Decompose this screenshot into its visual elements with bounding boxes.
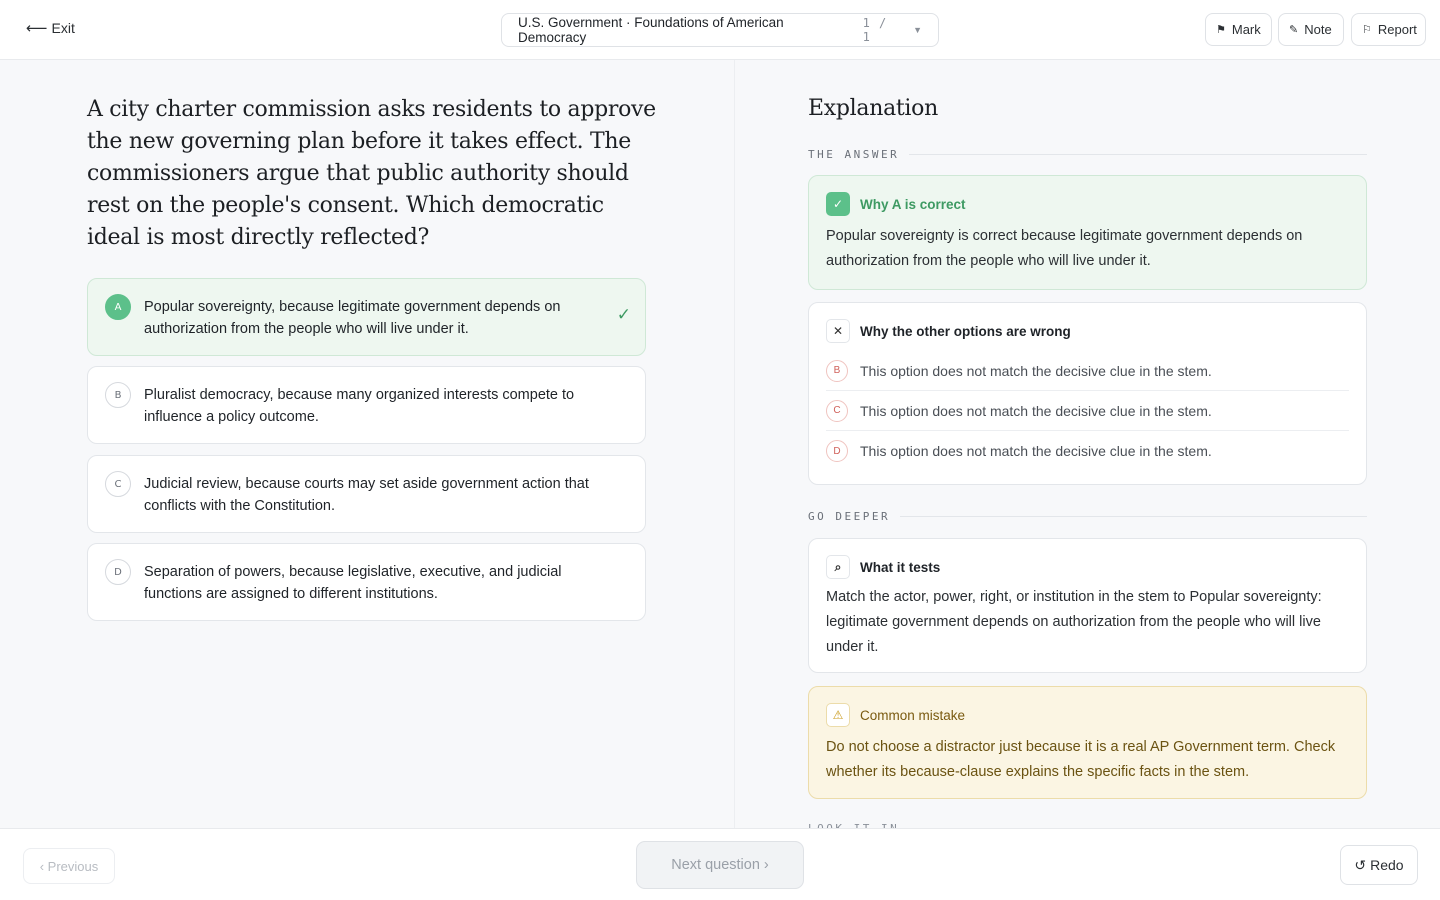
note-label: Note bbox=[1304, 22, 1332, 37]
magnifier-icon: ⌕ bbox=[826, 555, 850, 579]
answer-option-d[interactable] bbox=[87, 543, 646, 621]
card-body: Popular sovereignty is correct because legitimate government depends on authorization from the people who will live under it. bbox=[826, 228, 1303, 269]
redo-icon: ↺ bbox=[1354, 856, 1367, 873]
wrong-options-card bbox=[808, 302, 1367, 485]
mark-label: Mark bbox=[1231, 22, 1261, 37]
section-label-answer bbox=[808, 148, 1367, 161]
option-text: Judicial review, because courts may set aside government action that conflicts with the Constitution. bbox=[144, 476, 589, 514]
answer-option-a[interactable] bbox=[87, 278, 646, 356]
section-label-text: GO DEEPER bbox=[808, 510, 891, 523]
arrow-left-icon: ⟵ bbox=[26, 20, 48, 37]
section-label-text: THE ANSWER bbox=[808, 148, 900, 161]
option-letter: D bbox=[105, 559, 131, 585]
wrong-option-row bbox=[826, 431, 1349, 471]
next-question-button[interactable]: Next question › bbox=[636, 841, 804, 889]
option-letter: A bbox=[105, 294, 131, 320]
wrong-reason: This option does not match the decisive clue in the stem. bbox=[860, 402, 1212, 419]
card-heading bbox=[826, 555, 940, 579]
card-heading bbox=[826, 192, 966, 216]
card-heading bbox=[826, 319, 1071, 343]
option-text: Separation of powers, because legislative, executive, and judicial functions are assigned to different institutions. bbox=[144, 564, 562, 602]
question-set-selector[interactable] bbox=[501, 13, 939, 47]
option-letter: B bbox=[105, 382, 131, 408]
question-panel bbox=[0, 60, 735, 828]
wrong-option-row bbox=[826, 351, 1349, 391]
breadcrumb: U.S. Government · Foundations of American Democracy bbox=[518, 15, 784, 45]
top-bar bbox=[0, 0, 1440, 60]
previous-button[interactable]: ‹ Previous bbox=[23, 848, 115, 884]
option-letter: C bbox=[826, 400, 848, 422]
check-icon: ✓ bbox=[826, 192, 850, 216]
common-mistake-card bbox=[808, 686, 1367, 799]
bottom-bar bbox=[0, 828, 1440, 900]
card-heading-text: Why A is correct bbox=[860, 196, 966, 212]
section-label-deeper bbox=[808, 510, 1367, 523]
card-body: Match the actor, power, right, or institution in the stem to Popular sovereignty: legitimate government depends on authorization from the people who will live under it. bbox=[826, 589, 1322, 655]
divider bbox=[909, 154, 1367, 155]
explanation-panel[interactable] bbox=[736, 60, 1440, 828]
mark-button[interactable] bbox=[1205, 13, 1272, 46]
wrong-reason: This option does not match the decisive clue in the stem. bbox=[860, 443, 1212, 459]
report-button[interactable] bbox=[1351, 13, 1426, 46]
note-button[interactable] bbox=[1278, 13, 1344, 46]
card-heading bbox=[826, 703, 965, 727]
redo-label: Redo bbox=[1370, 857, 1404, 873]
divider bbox=[900, 516, 1367, 517]
option-text: Popular sovereignty, because legitimate government depends on authorization from the people who will live under it. bbox=[144, 299, 561, 337]
warning-icon: ⚠ bbox=[826, 703, 850, 727]
question-counter: 1 / 1 bbox=[862, 16, 888, 44]
pencil-icon: ✎ bbox=[1289, 24, 1299, 36]
what-it-tests-card bbox=[808, 538, 1367, 673]
option-text: Pluralist democracy, because many organized interests compete to influence a policy outcome. bbox=[144, 387, 575, 425]
answer-option-c[interactable] bbox=[87, 455, 646, 533]
wrong-reason: This option does not match the decisive clue in the stem. bbox=[860, 362, 1212, 379]
chevron-down-icon: ▼ bbox=[913, 25, 922, 35]
flag-outline-icon: ⚐ bbox=[1362, 24, 1372, 36]
report-label: Report bbox=[1377, 22, 1417, 37]
exit-label: Exit bbox=[51, 20, 75, 36]
flag-icon: ⚑ bbox=[1216, 24, 1226, 36]
correct-explanation-card bbox=[808, 175, 1367, 290]
explanation-title: Explanation bbox=[808, 96, 938, 121]
option-letter: C bbox=[105, 471, 131, 497]
option-letter: B bbox=[826, 360, 848, 382]
checkmark-icon: ✓ bbox=[616, 305, 631, 324]
card-heading-text: What it tests bbox=[860, 559, 941, 575]
card-body: Do not choose a distractor just because it is a real AP Government term. Check whether its because-clause explains the specific facts in the stem. bbox=[826, 739, 1336, 780]
card-heading-text: Common mistake bbox=[860, 707, 966, 723]
question-stem: A city charter commission asks residents to approve the new governing plan before it takes effect. The commissioners argue that public authority should rest on the people's consent. Which democratic ideal is most directly reflected? bbox=[87, 97, 656, 250]
answer-option-b[interactable] bbox=[87, 366, 646, 444]
close-icon: ✕ bbox=[826, 319, 850, 343]
redo-button[interactable] bbox=[1340, 845, 1418, 885]
card-heading-text: Why the other options are wrong bbox=[860, 323, 1071, 339]
exit-button[interactable] bbox=[26, 19, 75, 37]
option-letter: D bbox=[826, 440, 848, 462]
wrong-option-row bbox=[826, 391, 1349, 431]
